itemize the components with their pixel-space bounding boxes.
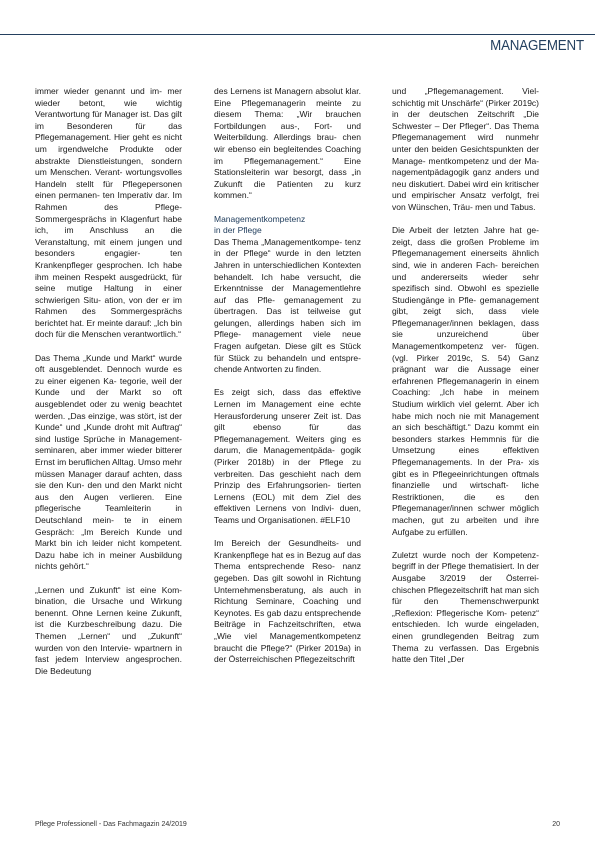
paragraph: Es zeigt sich, dass das effektive Lernen im Management eine echte Herausforderung unserer Zeit ist. Das gilt ebenso für das Pflegemanagement. Weiters ging es darum, die Managementpäda- gogik (Pirker 2018b) in der Pflege zu verbreiten. Das geschieht nach dem Prinzip des Erfahrungsorien- tierten Lernens (EOL) mit dem Ziel des effektiven Lernens von Indivi- duen, Teams und Organisationen. #ELF10 xyxy=(214,387,361,525)
paragraph: Im Bereich der Gesundheits- und Krankenpflege hat es in Bezug auf das Thema entsprechende Reso- nanz gegeben. Das gilt sowohl in Richtung Unternehmensberatung, als auch in Richtung Seminare, Coaching und Keynotes. Es gab dazu entsprechende Beiträge in Fachzeitschriften, etwa „Wie viel Managementkompetenz braucht die Pflege?“ (Pirker 2019a) in der Österreichischen Pflegezeitschrift xyxy=(214,538,361,665)
header-rule xyxy=(0,34,595,35)
article-column-3 xyxy=(392,86,539,677)
paragraph: Zuletzt wurde noch der Kompetenz- begriff in der Pflege thematisiert. In der Ausgabe 3/2019 der Österrei- chischen Pflegezeitschrift hat man sich für den Themenschwerpunkt „Reflexion: Pflegerische Kom- petenz“ entschieden. Ich wurde eingeladen, einen grundlegenden Beitrag zum Thema zu verfassen. Das Ergebnis hatte den Titel „Der xyxy=(392,549,539,665)
subheading: Managementkompetenz xyxy=(214,213,306,224)
paragraph: des Lernens ist Managern absolut klar. Eine Pflegemanagerin meinte zu diesem Thema: „Wir brauchen Fortbildungen aus-, Fort- und Weiterbildung. Allerdings brau- chen wir ebenso ein begleitendes Coaching im Pflegemanagement.“ Eine Stationsleiterin war besorgt, dass „in Zukunft die Patienten zu kurz kommen.“ xyxy=(214,86,361,201)
section-title: MANAGEMENT xyxy=(490,38,584,54)
paragraph: Die Arbeit der letzten Jahre hat ge- zeigt, dass die großen Probleme im Pflegemanagement einerseits ähnlich sind, wie in anderen Fach- bereichen und andererseits wieder sehr spezifisch sind. Obwohl es spezielle Studiengänge in Pfle- gemanagement gibt, zeigt sich, dass viele Pflegemanager/innen beklagen, dass sie unzureichend über Managementkompetenz ver- fügen. (vgl. Pirker 2019c, S. 54) Ganz prägnant war die Aussage einer erfahrenen Pflegemanagerin in einem Coaching: „Ich habe in meinem Studium wirklich viel gelernt. Aber ich habe mich noch nie mit Management an sich beschäftigt.“ Dazu kommt ein besonders starkes Hemmnis für die Umsetzung eines effektiven Pflegemanagements. In der Pra- xis gibt es in Pflegeeinrichtungen oftmals finanzielle und wirtschaft- liche Restriktionen, die es den Pflegemanager/innen schwer möglich machen, gut zu arbeiten und ihre Aufgabe zu erfüllen. xyxy=(392,225,539,537)
page-number: 20 xyxy=(552,821,560,828)
paragraph: immer wieder genannt und im- mer wieder betont, wie wichtig Verantwortung für Manager ist. Das gilt im Besonderen für das Pflegemanagement. Hier geht es nicht um irgendwelche Produkte oder abstrakte Dienstleistungen, sondern um Menschen. Verant- wortungsvolles Handeln stellt für Pflegepersonen einen permanen- ten Imperativ dar. Im Rahmen des Pflege-Sommergesprächs in Klagenfurt habe ich, im Anschluss an die Veranstaltung, mit einem jungen und besonders engagier- ten Krankenpfleger gesprochen. Ich habe ihm meinen Respekt ausgedrückt, für seine mutige Haltung in einer schwierigen Situ- ation, von der er im Rahmen des Sommergesprächs berichtet hat. Er meinte darauf: „Ich bin doch für die Menschen verantwortlich.“ xyxy=(35,86,182,340)
paragraph: Das Thema „Kunde und Markt“ wurde oft ausgeblendet. Dennoch wurde es zu einer eigenen Ka- tegorie, weil der Kunde und der Markt so oft ausgeblendet oder zu wenig beachtet werden. „Das einzige, was stört, ist der Kunde“ und „Kunde droht mit Auftrag“ sind lustige Sprüche in Management- seminaren, aber immer wieder bitterer Ernst im beruflichen Alltag. Umso mehr müssen Manager darauf achten, dass sie den Kun- den und den Markt nicht aus den Augen verlieren. Eine pflegerische Teamleiterin in Deutschland mein- te in einem Gespräch: „Im Bereich Kunde und Markt bin ich leider nicht kompetent. Dazu habe ich in meiner Ausbildung nichts gehört.“ xyxy=(35,352,182,572)
article-column-2 xyxy=(214,86,361,677)
paragraph: „Lernen und Zukunft“ ist eine Kom- bination, die Ursache und Wirkung benennt. Ohne Lernen keine Zukunft, ist die Kurzbeschreibung dazu. Die Themen „Lernen“ und „Zukunft“ wurden von den Intervie- wpartnern in fast jedem Interview angesprochen. Die Bedeutung xyxy=(35,584,182,676)
subheading: in der Pflege xyxy=(214,225,262,236)
footer-publication: Pflege Professionell - Das Fachmagazin 24/2019 xyxy=(35,821,187,828)
paragraph: Das Thema „Managementkompe- tenz in der Pflege“ wurde in den letzten Jahren in unterschiedlichen Kontexten behandelt. Ich habe versucht, die Erkenntnisse der Managementlehre auf das Pfle- gemanagement zu übertragen. Das ist teilweise gut gelungen, allerdings haben sich im Pflege- management viele neue Fragen aufgetan. Diese gilt es Stück für Stück zu behandeln und entspre- chende Antworten zu finden. xyxy=(214,236,361,375)
article-column-1 xyxy=(35,86,182,689)
paragraph: und „Pflegemanagement. Viel- schichtig mit Unschärfe“ (Pirker 2019c) in der deutschen Zeitschrift „Die Schwester – Der Pfleger“. Das Thema Pflegemanagement wird nunmehr unter den beiden Gesichtspunkten der Manage- mentkompetenz und der Ma- nagementpädagogik ganz anders und neu diskutiert. Dabei wird ein kritischer und empirischer Ansatz verfolgt, frei von Wünschen, Träu- men und Tabus. xyxy=(392,86,539,212)
